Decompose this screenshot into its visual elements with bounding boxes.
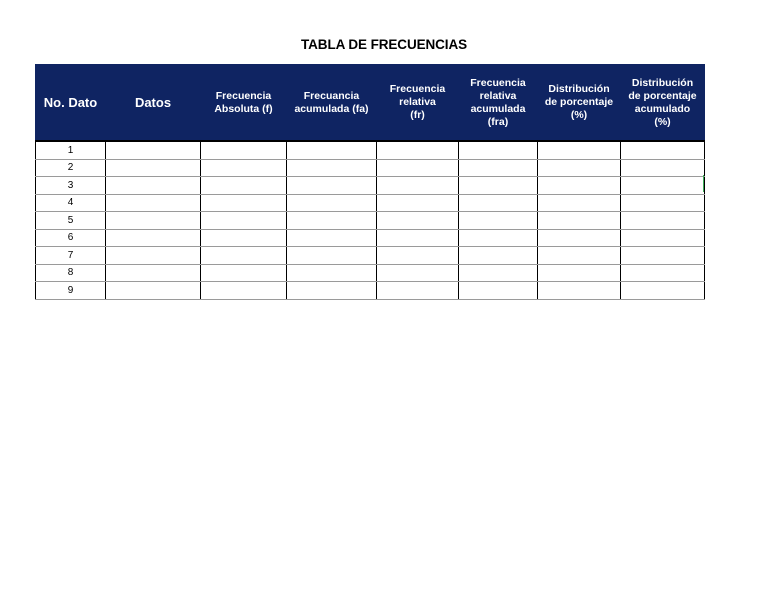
cell-distribucion-porcentaje-acumulado[interactable]: [621, 177, 705, 195]
cell-datos[interactable]: [106, 177, 201, 195]
cell-distribucion-porcentaje[interactable]: [538, 141, 621, 159]
header-datos: Datos: [106, 65, 201, 142]
cell-frecuencia-relativa[interactable]: [377, 194, 459, 212]
cell-frecuencia-relativa[interactable]: [377, 282, 459, 300]
cell-no-dato[interactable]: 2: [36, 159, 106, 177]
cell-frecuencia-acumulada[interactable]: [287, 194, 377, 212]
cell-distribucion-porcentaje-acumulado[interactable]: [621, 159, 705, 177]
cell-datos[interactable]: [106, 194, 201, 212]
header-distribucion-porcentaje-acumulado: Distribución de porcentaje acumulado (%): [621, 65, 705, 142]
cell-frecuencia-relativa[interactable]: [377, 159, 459, 177]
cell-frecuencia-relativa-acumulada[interactable]: [459, 212, 538, 230]
cell-no-dato[interactable]: 4: [36, 194, 106, 212]
cell-no-dato[interactable]: 1: [36, 141, 106, 159]
cell-distribucion-porcentaje[interactable]: [538, 282, 621, 300]
table-row: [36, 141, 705, 159]
cell-frecuencia-relativa-acumulada[interactable]: [459, 194, 538, 212]
table-row: [36, 177, 705, 195]
cell-datos[interactable]: [106, 264, 201, 282]
active-cell-marker: [703, 175, 704, 192]
cell-frecuencia-relativa[interactable]: [377, 177, 459, 195]
cell-datos[interactable]: [106, 229, 201, 247]
cell-datos[interactable]: [106, 247, 201, 265]
cell-frecuencia-acumulada[interactable]: [287, 229, 377, 247]
cell-frecuencia-relativa[interactable]: [377, 247, 459, 265]
cell-frecuencia-acumulada[interactable]: [287, 212, 377, 230]
cell-frecuencia-acumulada[interactable]: [287, 282, 377, 300]
table-body: [36, 141, 705, 299]
header-frecuencia-relativa-acumulada: Frecuencia relativa acumulada (fra): [459, 65, 538, 142]
cell-frecuencia-absoluta[interactable]: [201, 247, 287, 265]
cell-distribucion-porcentaje[interactable]: [538, 229, 621, 247]
table-row: [36, 264, 705, 282]
header-frecuencia-absoluta: Frecuencia Absoluta (f): [201, 65, 287, 142]
header-distribucion-porcentaje: Distribución de porcentaje (%): [538, 65, 621, 142]
cell-distribucion-porcentaje[interactable]: [538, 159, 621, 177]
cell-distribucion-porcentaje-acumulado[interactable]: [621, 141, 705, 159]
cell-datos[interactable]: [106, 282, 201, 300]
cell-no-dato[interactable]: 8: [36, 264, 106, 282]
cell-frecuencia-relativa-acumulada[interactable]: [459, 229, 538, 247]
cell-frecuencia-relativa[interactable]: [377, 141, 459, 159]
page-title: TABLA DE FRECUENCIAS: [301, 37, 467, 52]
cell-datos[interactable]: [106, 159, 201, 177]
header-row: [36, 65, 705, 142]
cell-distribucion-porcentaje[interactable]: [538, 264, 621, 282]
cell-frecuencia-acumulada[interactable]: [287, 141, 377, 159]
cell-frecuencia-relativa-acumulada[interactable]: [459, 247, 538, 265]
cell-no-dato[interactable]: 7: [36, 247, 106, 265]
cell-distribucion-porcentaje-acumulado[interactable]: [621, 194, 705, 212]
cell-frecuencia-absoluta[interactable]: [201, 177, 287, 195]
cell-frecuencia-absoluta[interactable]: [201, 141, 287, 159]
cell-distribucion-porcentaje-acumulado[interactable]: [621, 212, 705, 230]
cell-frecuencia-acumulada[interactable]: [287, 264, 377, 282]
cell-frecuencia-relativa-acumulada[interactable]: [459, 177, 538, 195]
cell-frecuencia-relativa-acumulada[interactable]: [459, 282, 538, 300]
cell-frecuencia-relativa[interactable]: [377, 229, 459, 247]
cell-no-dato[interactable]: 5: [36, 212, 106, 230]
table-row: [36, 159, 705, 177]
table-row: [36, 212, 705, 230]
cell-frecuencia-absoluta[interactable]: [201, 229, 287, 247]
cell-distribucion-porcentaje[interactable]: [538, 212, 621, 230]
cell-frecuencia-acumulada[interactable]: [287, 247, 377, 265]
cell-frecuencia-relativa-acumulada[interactable]: [459, 141, 538, 159]
cell-frecuencia-acumulada[interactable]: [287, 177, 377, 195]
cell-distribucion-porcentaje-acumulado[interactable]: [621, 247, 705, 265]
cell-no-dato[interactable]: 3: [36, 177, 106, 195]
cell-datos[interactable]: [106, 141, 201, 159]
cell-frecuencia-absoluta[interactable]: [201, 194, 287, 212]
cell-distribucion-porcentaje-acumulado[interactable]: [621, 264, 705, 282]
cell-frecuencia-absoluta[interactable]: [201, 159, 287, 177]
table-row: [36, 247, 705, 265]
cell-frecuencia-relativa-acumulada[interactable]: [459, 264, 538, 282]
cell-frecuencia-absoluta[interactable]: [201, 212, 287, 230]
cell-frecuencia-absoluta[interactable]: [201, 282, 287, 300]
cell-frecuencia-relativa[interactable]: [377, 212, 459, 230]
cell-distribucion-porcentaje[interactable]: [538, 194, 621, 212]
cell-frecuencia-relativa[interactable]: [377, 264, 459, 282]
cell-distribucion-porcentaje-acumulado[interactable]: [621, 229, 705, 247]
cell-distribucion-porcentaje[interactable]: [538, 247, 621, 265]
table-row: [36, 194, 705, 212]
header-no-dato: No. Dato: [36, 65, 106, 142]
header-frecuencia-acumulada: Frecuancia acumulada (fa): [287, 65, 377, 142]
cell-datos[interactable]: [106, 212, 201, 230]
cell-frecuencia-acumulada[interactable]: [287, 159, 377, 177]
table-row: [36, 282, 705, 300]
cell-distribucion-porcentaje[interactable]: [538, 177, 621, 195]
cell-distribucion-porcentaje-acumulado[interactable]: [621, 282, 705, 300]
cell-no-dato[interactable]: 9: [36, 282, 106, 300]
cell-frecuencia-relativa-acumulada[interactable]: [459, 159, 538, 177]
cell-frecuencia-absoluta[interactable]: [201, 264, 287, 282]
cell-no-dato[interactable]: 6: [36, 229, 106, 247]
frequency-table: [35, 64, 705, 300]
table-row: [36, 229, 705, 247]
header-frecuencia-relativa: Frecuencia relativa (fr): [377, 65, 459, 142]
